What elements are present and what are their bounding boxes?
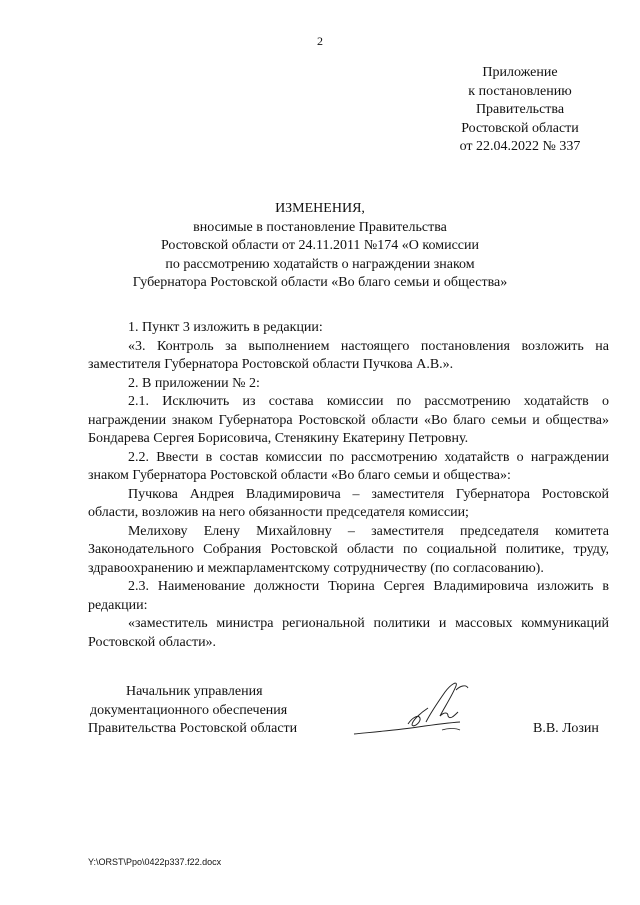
body-paragraph: Мелихову Елену Михайловну – заместителя председателя комитета Законодательного Собрания Ростовской области по социальной политике, труду, здравоохранению и межпарламентскому сотрудничеству (по согласованию).	[88, 523, 609, 576]
file-path: Y:\ORST\Ppo\0422p337.f22.docx	[88, 857, 222, 867]
document-body	[88, 319, 609, 652]
title-line: по рассмотрению ходатайств о награждении знаком	[165, 256, 475, 272]
body-paragraph: 2.3. Наименование должности Тюрина Сергея Владимировича изложить в редакции:	[88, 579, 609, 613]
body-paragraph: 2.1. Исключить из состава комиссии по рассмотрению ходатайств о награждении знаком Губернатора Ростовской области «Во благо семьи и общества» Бондарева Сергея Борисовича, Стенякину Екатерину Петровну.	[88, 394, 609, 446]
title-line: Губернатора Ростовской области «Во благо семьи и общества»	[132, 275, 508, 290]
body-paragraph: 2. В приложении № 2:	[128, 375, 260, 391]
title-line: Ростовской области от 24.11.2011 №174 «О комиссии	[160, 238, 479, 253]
position-line: Начальник управления	[126, 684, 263, 699]
body-paragraph: «заместитель министра региональной политики и массовых коммуникаций Ростовской области».	[88, 616, 609, 650]
handwritten-signature	[348, 678, 488, 744]
appendix-line: Правительства	[475, 102, 565, 117]
body-paragraph: 2.2. Ввести в состав комиссии по рассмотрению ходатайств о награждении знаком Губернатора Ростовской области «Во благо семьи и общества»:	[88, 449, 609, 483]
position-line: документационного обеспечения	[90, 702, 288, 718]
body-paragraph: «3. Контроль за выполнением настоящего постановления возложить на заместителя Губернатора Ростовской области Пучкова А.В.».	[88, 338, 609, 372]
title-heading: ИЗМЕНЕНИЯ,	[275, 201, 365, 216]
document-title	[60, 200, 580, 293]
appendix-line: Приложение	[482, 65, 558, 80]
body-paragraph: 1. Пункт 3 изложить в редакции:	[128, 320, 323, 335]
appendix-line: к постановлению	[468, 83, 572, 99]
body-paragraph: Пучкова Андрея Владимировича – заместителя Губернатора Ростовской области, возложив на него обязанности председателя комиссии;	[88, 486, 609, 520]
page-number: 2	[317, 34, 323, 48]
position-line: Правительства Ростовской области	[88, 721, 298, 736]
title-line: вносимые в постановление Правительства	[193, 219, 447, 235]
appendix-line: от 22.04.2022 № 337	[459, 139, 581, 154]
appendix-line: Ростовской области	[461, 120, 579, 136]
appendix-reference	[440, 64, 600, 157]
signatory-position	[88, 683, 297, 739]
signer-name: В.В. Лозин	[533, 721, 599, 736]
